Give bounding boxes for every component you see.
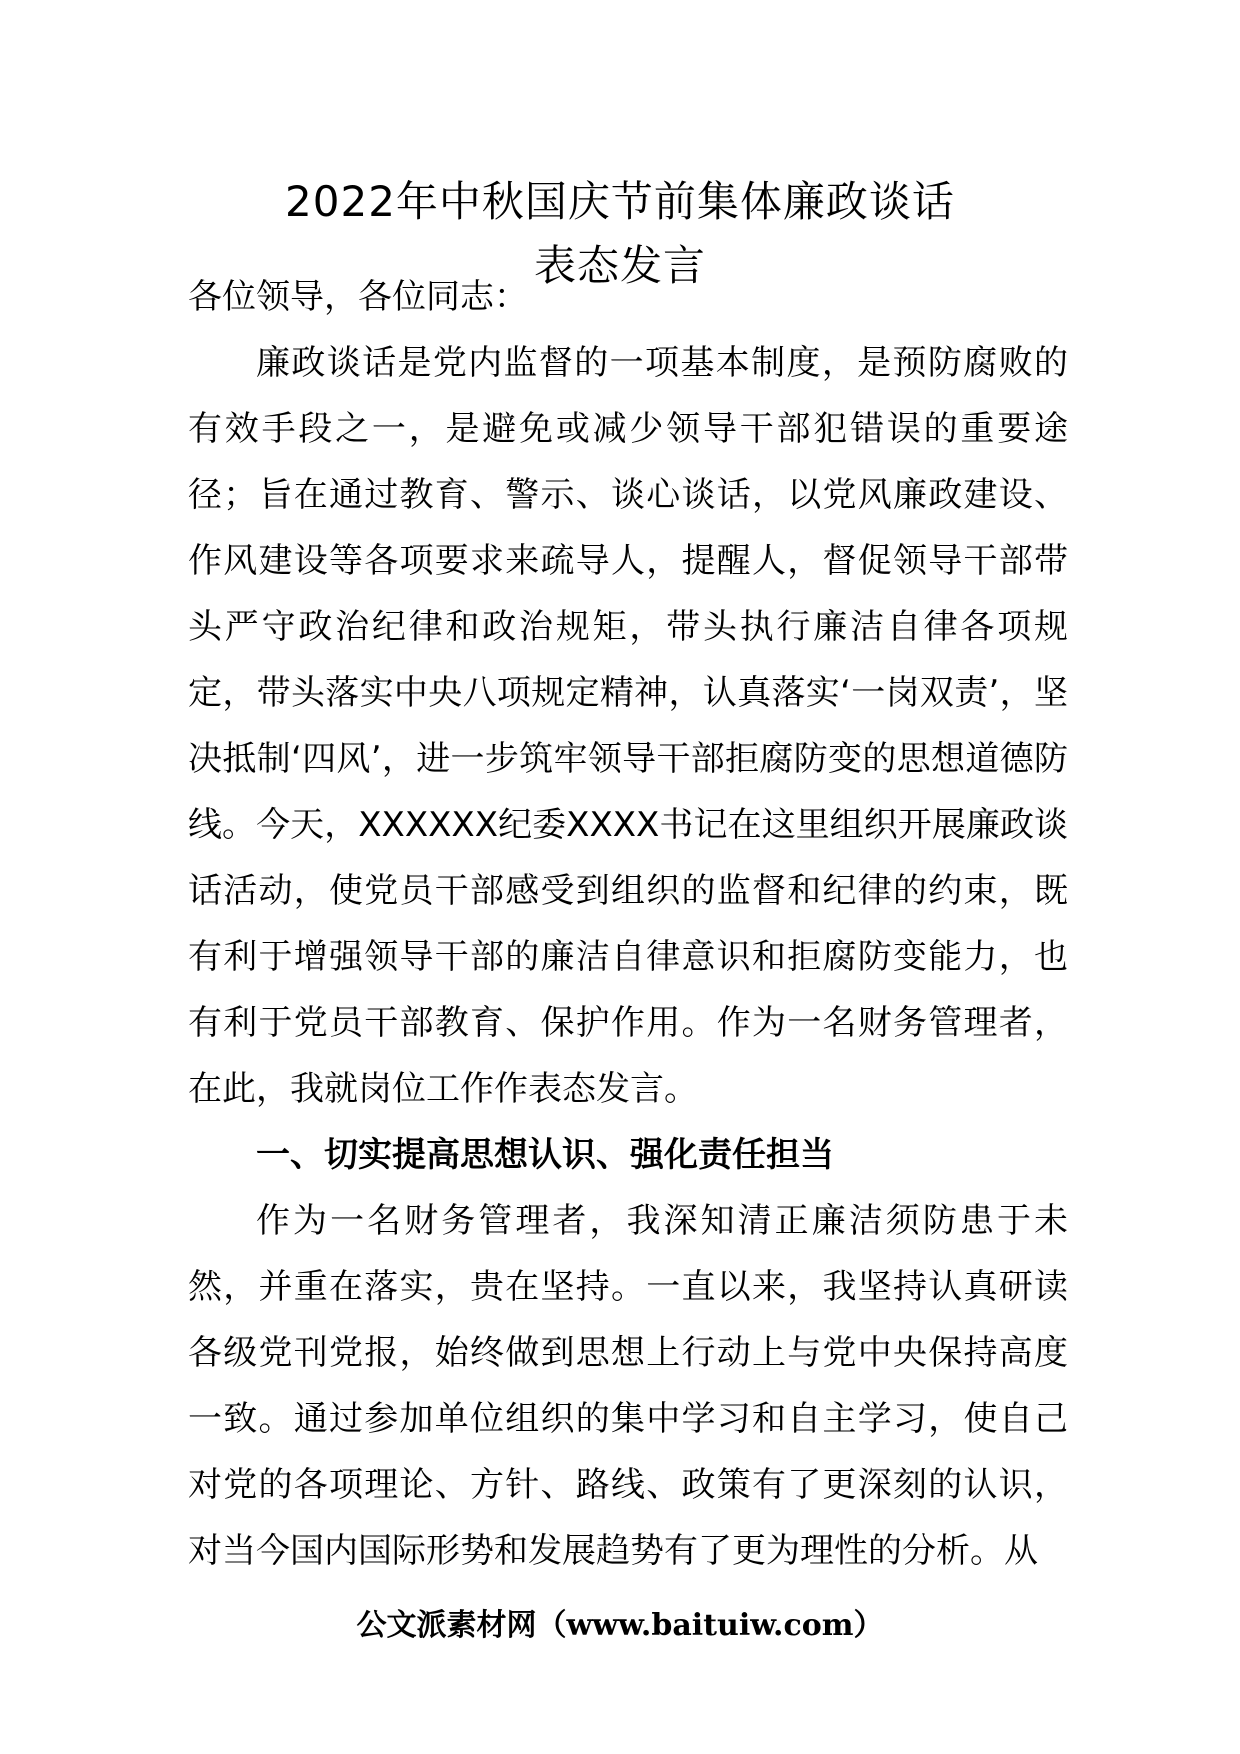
title-line-1: 2022年中秋国庆节前集体廉政谈话 [285,177,955,226]
document-body [188,264,1068,1584]
intro-paragraph: 廉政谈话是党内监督的一项基本制度，是预防腐败的有效手段之一，是避免或减少领导干部犯错误的重要途径；旨在通过教育、警示、谈心谈话，以党风廉政建设、作风建设等各项要求来疏导人，提醒人，督促领导干部带头严守政治纪律和政治规矩，带头执行廉洁自律各项规定，带头落实中央八项规定精神，认真落实‘一岗双责’，坚决抵制‘四风’，进一步筑牢领导干部拒腐防变的思想道德防线。今天，XXXXXX纪委XXXX书记在这里组织开展廉政谈话活动，使党员干部感受到组织的监督和纪律的约束，既有利于增强领导干部的廉洁自律意识和拒腐防变能力，也有利于党员干部教育、保护作用。作为一名财务管理者，在此，我就岗位工作作表态发言。 [188,343,1068,1109]
title-line-2: 表态发言 [533,241,706,290]
section-heading-1: 一、切实提高思想认识、强化责任担当 [256,1135,834,1175]
greeting: 各位领导，各位同志： [188,277,528,317]
footer-watermark: 公文派素材网（www.baituiw.com） [356,1608,884,1643]
section-1-paragraph: 作为一名财务管理者，我深知清正廉洁须防患于未然，并重在落实，贵在坚持。一直以来，我坚持认真研读各级党刊党报，始终做到思想上行动上与党中央保持高度一致。通过参加单位组织的集中学习和自主学习，使自己对党的各项理论、方针、路线、政策有了更深刻的认识，对当今国内国际形势和发展趋势有了更为理性的分析。从 [188,1201,1068,1571]
